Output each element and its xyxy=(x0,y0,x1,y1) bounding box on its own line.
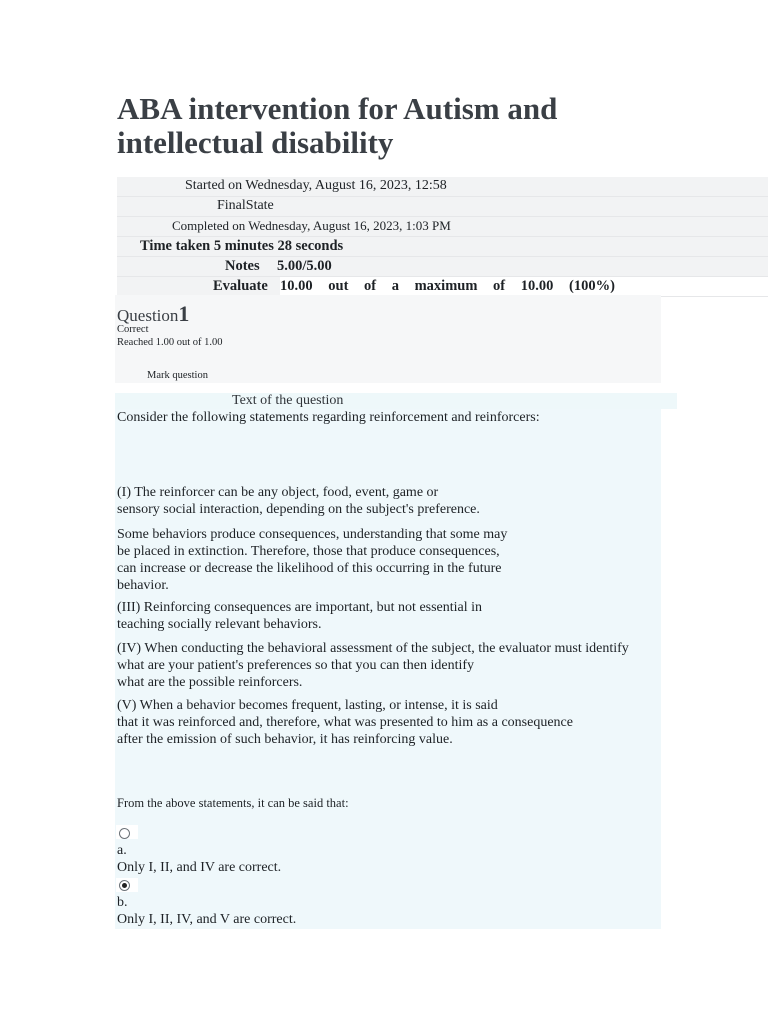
notes-value: 5.00/5.00 xyxy=(277,258,332,274)
answer-a-letter: a. xyxy=(117,843,127,858)
question-info xyxy=(115,295,661,383)
completed-text: Completed on Wednesday, August 16, 2023, 1:03 PM xyxy=(172,218,451,233)
question-number-value: 1 xyxy=(178,301,190,326)
attempt-summary-table xyxy=(117,177,768,297)
statement-4: (IV) When conducting the behavioral assessment of the subject, the evaluator must identify what are your patient's preferences so that you can then identify what are the possible reinforcers. xyxy=(117,641,629,690)
summary-row-time-taken xyxy=(117,237,768,257)
time-taken-text: Time taken 5 minutes 28 seconds xyxy=(140,238,344,254)
question-state: Correct xyxy=(117,324,149,335)
summary-row-evaluate xyxy=(117,277,768,297)
statement-1: (I) The reinforcer can be any object, food, event, game or sensory social interaction, depending on the subject's preference. xyxy=(117,485,480,517)
answer-b-radio[interactable] xyxy=(119,880,130,891)
state-text: FinalState xyxy=(217,198,274,213)
question-content xyxy=(115,409,661,929)
statement-5: (V) When a behavior becomes frequent, lasting, or intense, it is said that it was reinforced and, therefore, what was presented to him as a consequence after the emission of such behavior, it has reinforcing value. xyxy=(117,698,573,747)
started-text: Started on Wednesday, August 16, 2023, 12:58 xyxy=(185,178,447,193)
question-label: Question xyxy=(117,306,179,325)
answer-b-letter: b. xyxy=(117,895,128,910)
evaluate-value-cell xyxy=(280,277,768,296)
question-grade: Reached 1.00 out of 1.00 xyxy=(117,337,223,348)
answer-a-radio[interactable] xyxy=(119,828,130,839)
page-title: ABA intervention for Autism and intellectual disability xyxy=(117,91,558,160)
question-prompt: From the above statements, it can be said that: xyxy=(117,796,349,810)
question-intro: Consider the following statements regarding reinforcement and reinforcers: xyxy=(117,410,540,425)
evaluate-value: 10.00 out of a maximum of 10.00 (100%) xyxy=(280,278,615,294)
summary-row-notes xyxy=(117,257,768,277)
summary-row-completed xyxy=(117,217,768,237)
evaluate-label: Evaluate xyxy=(213,278,268,294)
question-text-heading: Text of the question xyxy=(232,393,344,408)
notes-label: Notes xyxy=(225,258,260,274)
statement-2: Some behaviors produce consequences, understanding that some may be placed in extinction. Therefore, those that produce consequences, can increase or decrease the likelihood of this occurring in the future behavior. xyxy=(117,527,508,593)
summary-row-started xyxy=(117,177,768,197)
answer-b-text[interactable]: Only I, II, IV, and V are correct. xyxy=(117,912,297,927)
summary-row-state xyxy=(117,197,768,217)
flag-question-link[interactable]: Mark question xyxy=(147,370,208,381)
answer-a-text[interactable]: Only I, II, and IV are correct. xyxy=(117,860,282,875)
question-text-header xyxy=(115,393,677,409)
statement-3: (III) Reinforcing consequences are important, but not essential in teaching socially relevant behaviors. xyxy=(117,600,483,632)
